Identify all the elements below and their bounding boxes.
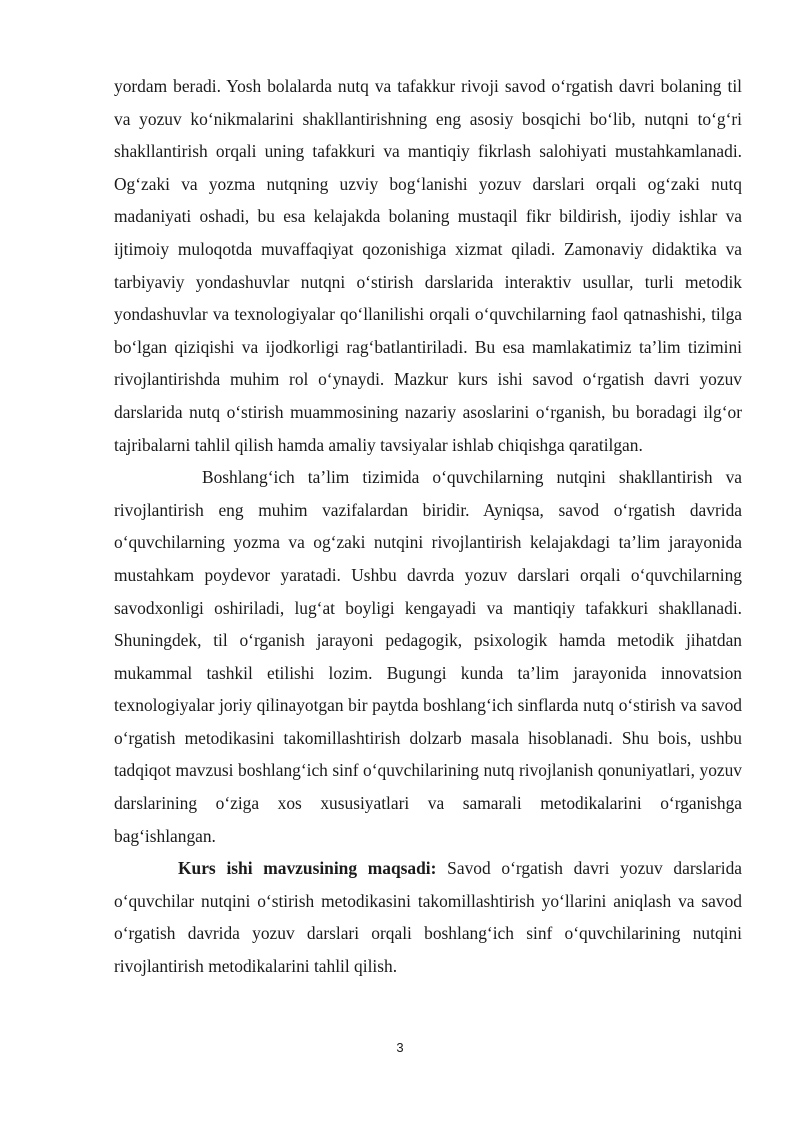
paragraph-research-goal [114, 852, 742, 982]
page-number: 3 [396, 1040, 404, 1055]
paragraph-intro-continuation: yordam beradi. Yosh bolalarda nutq va tafakkur rivoji savod o‘rgatish davri bolaning til va yozuv ko‘nikmalarini shakllantirishning eng asosiy bosqichi bo‘lib, nutqni to‘g‘ri shakllantirish orqali uning tafakkuri va mantiqiy fikrlash salohiyati mustahkamlanadi. Og‘zaki va yozma nutqning uzviy bog‘lanishi yozuv darslari orqali og‘zaki nutq madaniyati oshadi, bu esa kelajakda bolaning mustaqil fikr bildirish, ijodiy ishlar va ijtimoiy muloqotda muvaffaqiyat qozonishiga xizmat qiladi. Zamonaviy didaktika va tarbiyaviy yondashuvlar nutqni o‘stirish darslarida interaktiv usullar, turli metodik yondashuvlar va texnologiyalar qo‘llanilishi orqali o‘quvchilarning faol qatnashishi, tilga bo‘lgan qiziqishi va ijodkorligi rag‘batlantiriladi. Bu esa mamlakatimiz ta’lim tizimini rivojlantirishda muhim rol o‘ynaydi. Mazkur kurs ishi savod o‘rgatish davri yozuv darslarida nutq o‘stirish muammosining nazariy asoslarini o‘rganish, bu boradagi ilg‘or tajribalarni tahlil qilish hamda amaliy tavsiyalar ishlab chiqishga qaratilgan. [114, 76, 742, 455]
goal-heading: Kurs ishi mavzusining maqsadi: [178, 858, 437, 879]
goal-text: Savod o‘rgatish davri yozuv darslarida o‘quvchilar nutqini o‘stirish metodikasini takomillashtirish yo‘llarini aniqlash va savod o‘rgatish davrida yozuv darslari orqali boshlang‘ich sinf o‘quvchilarining nutqini rivojlantirish metodikalarini tahlil qilish. [114, 858, 742, 977]
document-body [114, 70, 742, 983]
paragraph-primary-education: Boshlang‘ich ta’lim tizimida o‘quvchilarning nutqini shakllantirish va rivojlantirish eng muhim vazifalardan biridir. Ayniqsa, savod o‘rgatish davrida o‘quvchilarning yozma va og‘zaki nutqini rivojlantirish kelajakdagi ta’lim jarayonida mustahkam poydevor yaratadi. Ushbu davrda yozuv darslari orqali o‘quvchilarning savodxonligi oshiriladi, lug‘at boyligi kengayadi va mantiqiy tafakkuri shakllanadi. Shuningdek, til o‘rganish jarayoni pedagogik, psixologik hamda metodik jihatdan mukammal tashkil etilishi lozim. Bugungi kunda ta’lim jarayonida innovatsion texnologiyalar joriy qilinayotgan bir paytda boshlang‘ich sinflarda nutq o‘stirish va savod o‘rgatish metodikasini takomillashtirish dolzarb masala hisoblanadi. Shu bois, ushbu tadqiqot mavzusi boshlang‘ich sinf o‘quvchilarining nutq rivojlanish qonuniyatlari, yozuv darslarining o‘ziga xos xususiyatlari va samarali metodikalarini o‘rganishga bag‘ishlangan. [114, 467, 742, 846]
